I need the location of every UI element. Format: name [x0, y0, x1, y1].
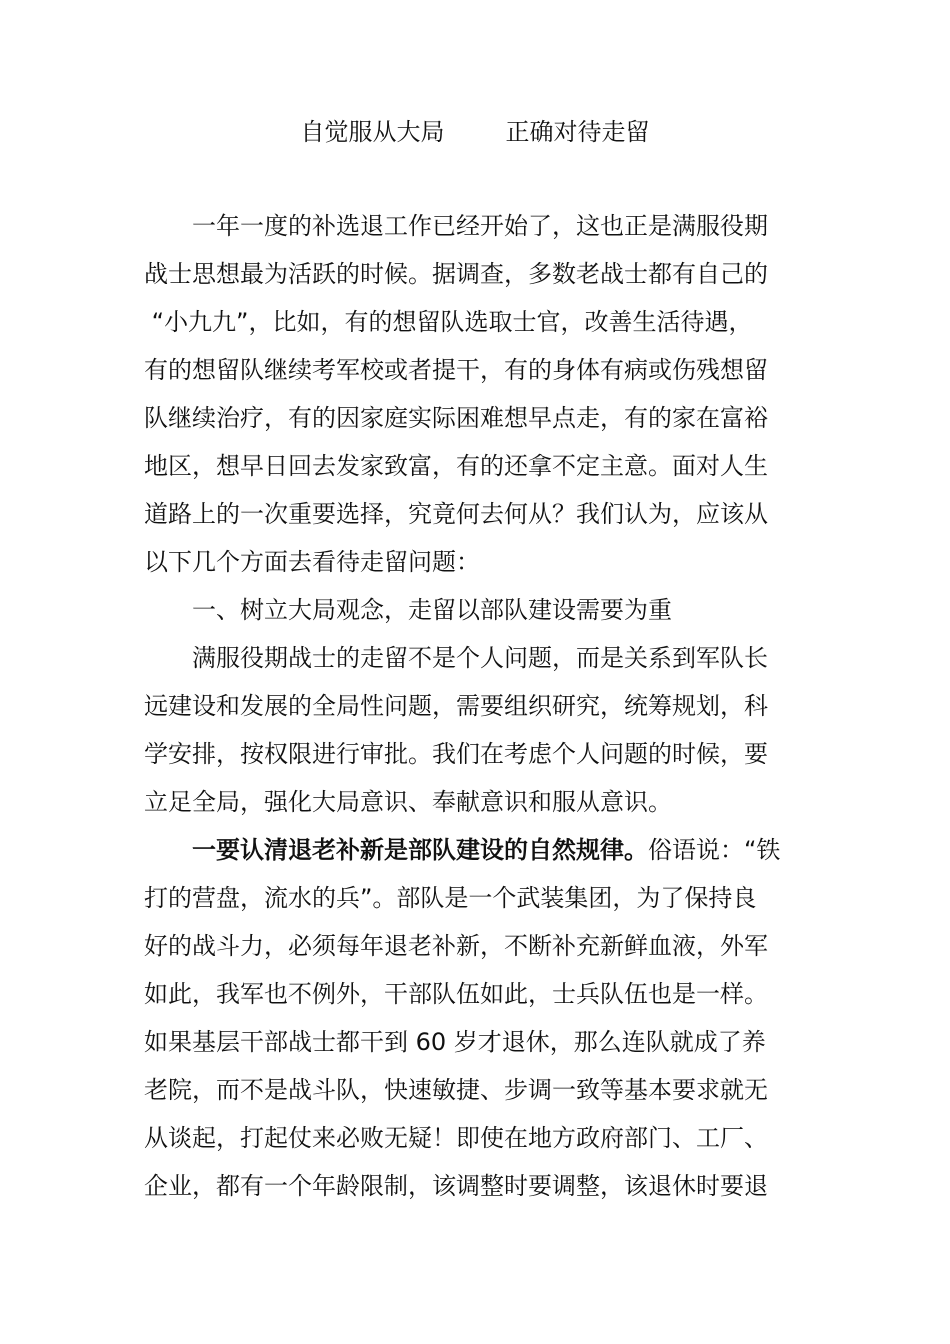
paragraph-line: 打的营盘，流水的兵”。部队是一个武装集团，为了保持良 — [144, 884, 757, 912]
paragraph-line: 如此，我军也不例外，干部队伍如此，士兵队伍也是一样。 — [144, 980, 768, 1008]
paragraph-line: “小九九”，比如，有的想留队选取士官，改善生活待遇， — [144, 308, 753, 336]
paragraph-line: 以下几个方面去看待走留问题： — [144, 548, 480, 576]
paragraph-line: 道路上的一次重要选择，究竟何去何从？我们认为，应该从 — [144, 500, 768, 528]
bold-lead-sentence: 一要认清退老补新是部队建设的自然规律。 — [192, 836, 648, 864]
paragraph-line: 从谈起，打起仗来必败无疑！即使在地方政府部门、工厂、 — [144, 1124, 768, 1152]
paragraph-line: 地区，想早日回去发家致富，有的还拿不定主意。面对人生 — [144, 452, 768, 480]
paragraph-text: 俗语说：“铁 — [648, 836, 781, 864]
paragraph-line: 有的想留队继续考军校或者提干，有的身体有病或伤残想留 — [144, 356, 768, 384]
paragraph-line: 好的战斗力，必须每年退老补新，不断补充新鲜血液，外军 — [144, 932, 768, 960]
paragraph-line: 满服役期战士的走留不是个人问题，而是关系到军队长 — [192, 644, 768, 672]
paragraph-line: 老院，而不是战斗队，快速敏捷、步调一致等基本要求就无 — [144, 1076, 768, 1104]
paragraph-line: 立足全局，强化大局意识、奉献意识和服从意识。 — [144, 788, 672, 816]
section-heading: 一、树立大局观念，走留以部队建设需要为重 — [192, 596, 672, 624]
paragraph-line: 企业，都有一个年龄限制，该调整时要调整，该退休时要退 — [144, 1172, 768, 1200]
paragraph-line: 队继续治疗，有的因家庭实际困难想早点走，有的家在富裕 — [144, 404, 768, 432]
document-body — [144, 202, 824, 1210]
document-title: 自觉服从大局 正确对待走留 — [300, 118, 650, 146]
paragraph-line: 远建设和发展的全局性问题，需要组织研究，统筹规划，科 — [144, 692, 768, 720]
paragraph-line — [144, 826, 824, 874]
paragraph-line: 如果基层干部战士都干到 60 岁才退休，那么连队就成了养 — [144, 1028, 766, 1056]
paragraph-line: 战士思想最为活跃的时候。据调查，多数老战士都有自己的 — [144, 260, 768, 288]
paragraph-line: 学安排，按权限进行审批。我们在考虑个人问题的时候，要 — [144, 740, 768, 768]
paragraph-line: 一年一度的补选退工作已经开始了，这也正是满服役期 — [192, 212, 768, 240]
